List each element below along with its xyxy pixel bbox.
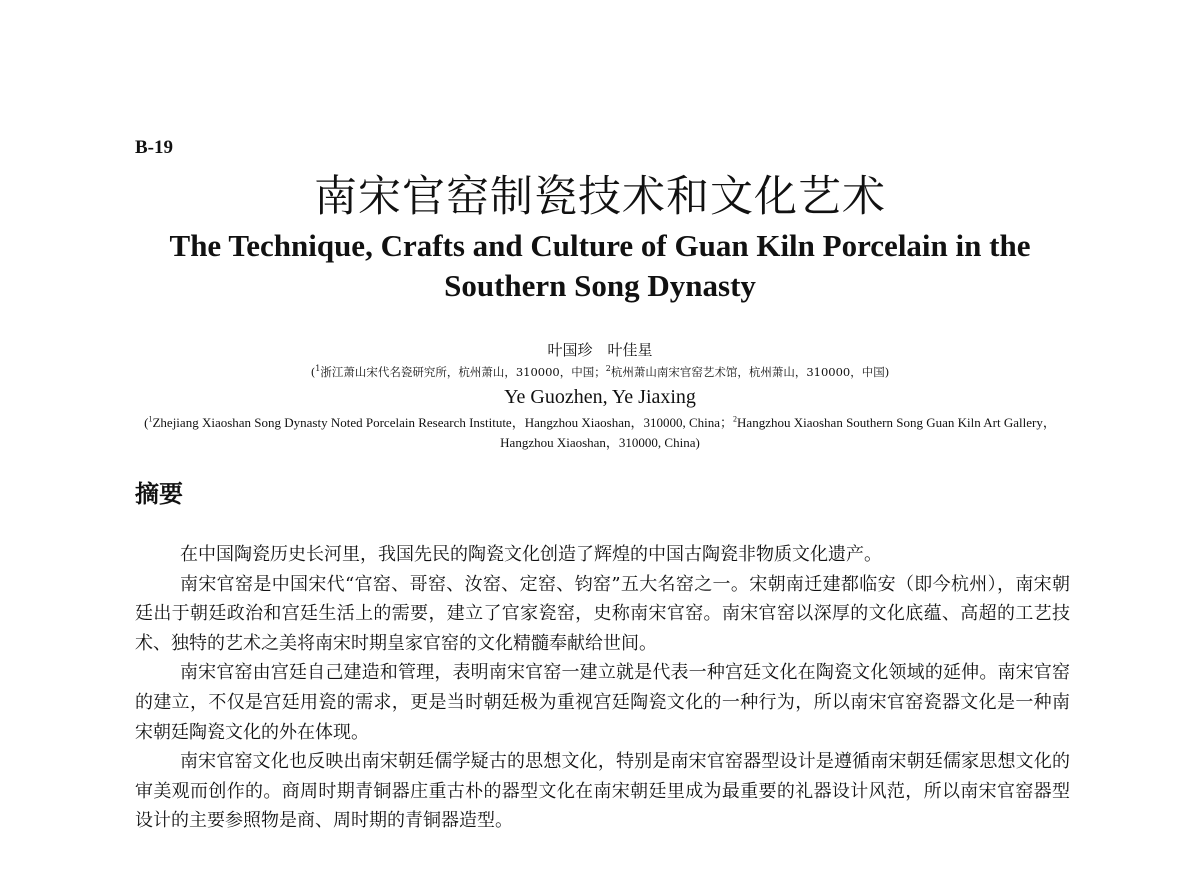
affiliation-chinese: ($^1$浙江萧山宋代名瓷研究所，杭州萧山，310000，中国；$^2$杭州萧山南宋官窑艺术馆，杭州萧山，310000，中国)	[310, 364, 890, 379]
abstract-paragraph-1: 在中国陶瓷历史长河里，我国先民的陶瓷文化创造了辉煌的中国古陶瓷非物质文化遗产。	[180, 544, 882, 565]
abstract-paragraph-2: 南宋官窑是中国宋代“官窑、哥窑、汝窑、定窑、钧窑”五大名窑之一。宋朝南迁建都临安（即今杭州），南宋朝廷出于朝廷政治和宫廷生活上的需要，建立了官家瓷窑，史称南宋官窑。南宋官窑以深厚的文化底蕴、高超的工艺技术、独特的艺术之美将南宋时期皇家官窑的文化精髓奉献给世间。	[135, 573, 1070, 654]
affiliation-en-sup-2: 2	[733, 414, 738, 424]
affiliation-english: ($^1$Zhejiang Xiaoshan Song Dynasty Noted Porcelain Research Institute，Hangzhou Xiaoshan，310000, China；$^2$Hangzhou Xiaoshan Southern Song Guan Kiln Art Gallery，Hangzhou Xiaoshan，310000, China)	[144, 414, 1056, 450]
affiliation-en-sup-1: 1	[148, 414, 153, 424]
title-english: The Technique, Crafts and Culture of Guan Kiln Porcelain in the Southern Song Dynasty	[169, 228, 1031, 303]
affiliation-cn-part-1: 浙江萧山宋代名瓷研究所，杭州萧山，310000，中国；	[320, 365, 606, 379]
affiliation-en-part-2: Hangzhou Xiaoshan Southern Song Guan Kiln Art Gallery，Hangzhou Xiaoshan，310000, China)	[500, 415, 1056, 450]
authors-chinese: 叶国珍 叶佳星	[547, 341, 653, 359]
authors-english: Ye Guozhen, Ye Jiaxing	[504, 386, 696, 408]
affiliation-cn-sup-1: 1	[315, 364, 321, 374]
affiliation-cn-sup-2: 2	[605, 364, 611, 374]
title-chinese: 南宋官窑制瓷技术和文化艺术	[314, 172, 886, 222]
abstract-heading: 摘要	[135, 480, 183, 508]
abstract-paragraph-3: 南宋官窑由宫廷自己建造和管理，表明南宋官窑一建立就是代表一种宫廷文化在陶瓷文化领域的延伸。南宋官窑的建立，不仅是宫廷用瓷的需求，更是当时朝廷极为重视宫廷陶瓷文化的一种行为，所以南宋官窑瓷器文化是一种南宋朝廷陶瓷文化的外在体现。	[135, 662, 1070, 743]
abstract-paragraph-4: 南宋官窑文化也反映出南宋朝廷儒学疑古的思想文化，特别是南宋官窑器型设计是遵循南宋朝廷儒家思想文化的审美观而创作的。商周时期青铜器庄重古朴的器型文化在南宋朝廷里成为最重要的礼器设计风范，所以南宋官窑器型设计的主要参照物是商、周时期的青铜器造型。	[135, 751, 1070, 832]
affiliation-en-part-1: Zhejiang Xiaoshan Song Dynasty Noted Porcelain Research Institute，Hangzhou Xiaoshan，310000, China；	[152, 415, 734, 430]
abstract-body	[135, 540, 1070, 836]
affiliation-cn-part-2: 杭州萧山南宋官窑艺术馆，杭州萧山，310000，中国)	[610, 365, 890, 379]
paper-code: B-19	[135, 137, 173, 158]
